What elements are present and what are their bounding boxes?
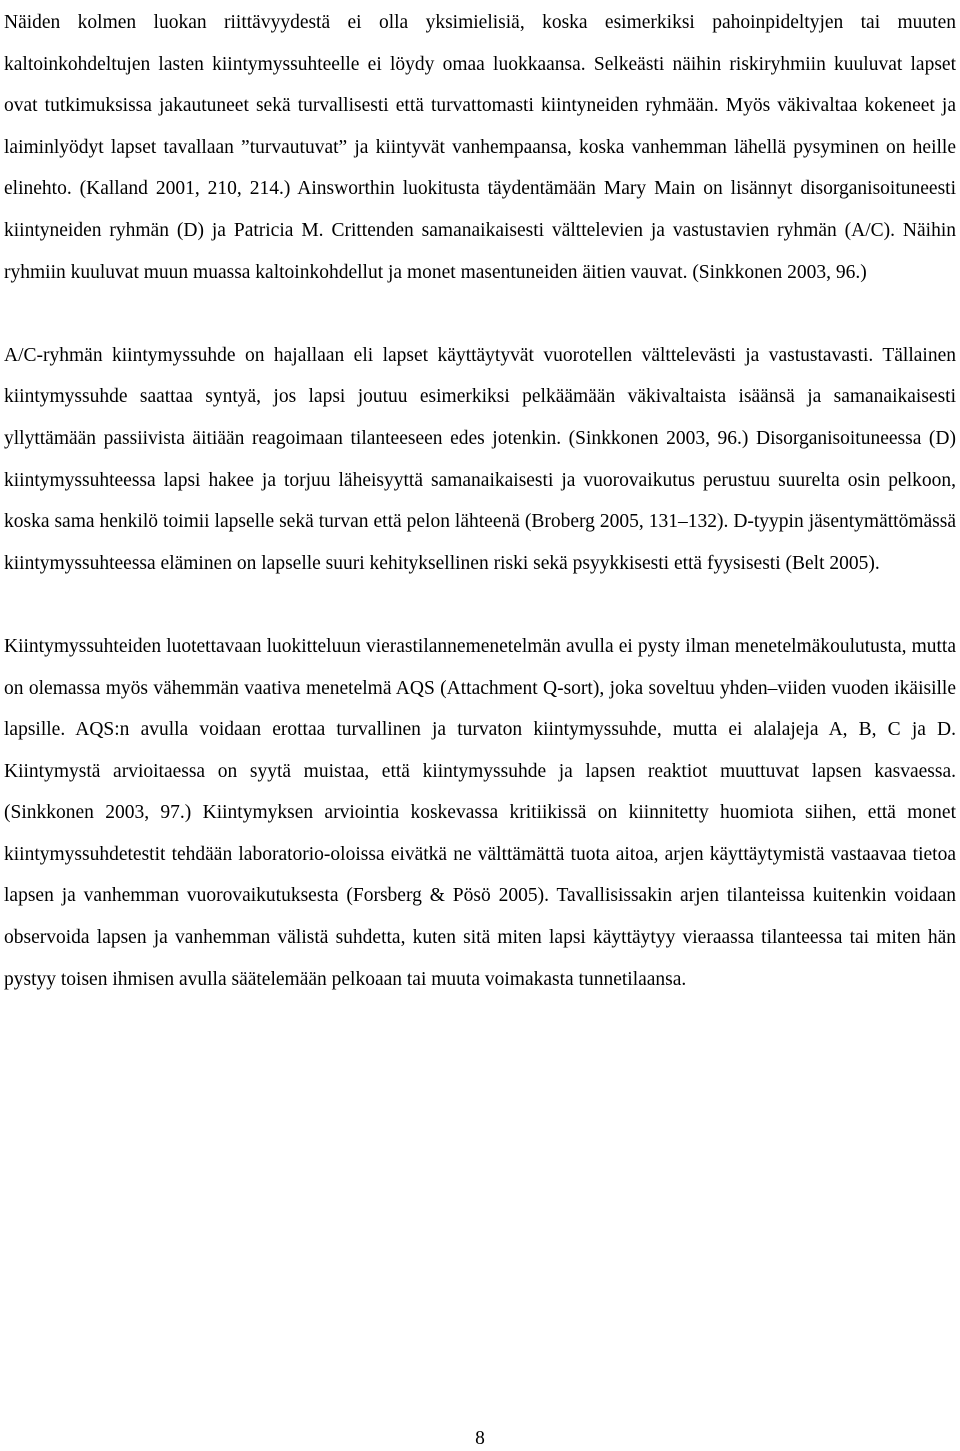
paragraph-classification-methods: Kiintymyssuhteiden luotettavaan luokitteluun vierastilannemenetelmän avulla ei pysty ilman menetelmäkoulutusta, mutta on olemassa myös vähemmän vaativa menetelmä AQS (Attachment Q-sort), joka soveltuu yhden–viiden vuoden ikäisille lapsille. AQS:n avulla voidaan erottaa turvallinen ja turvaton kiintymyssuhde, mutta ei alalajeja A, B, C ja D. Kiintymystä arvioitaessa on syytä muistaa, että kiintymyssuhde ja lapsen reaktiot muuttuvat lapsen kasvaessa. (Sinkkonen 2003, 97.) Kiintymyksen arviointia koskevassa kritiikissä on kiinnitetty huomiota siihen, että monet kiintymyssuhdetestit tehdään laboratorio-oloissa eivätkä ne välttämättä tuota aitoa, arjen käyttäytymistä vastaavaa tietoa lapsen ja vanhemman vuorovaikutuksesta (Forsberg & Pösö 2005). Tavallisissakin arjen tilanteissa kuitenkin voidaan observoida lapsen ja vanhemman välistä suhdetta, kuten sitä miten lapsi käyttäytyy vieraassa tilanteessa tai miten hän pystyy toisen ihmisen avulla säätelemään pelkoaan tai muuta voimakasta tunnetilaansa. <box>4 635 956 990</box>
page-number: 8 <box>475 1428 485 1449</box>
paragraph-ac-group: A/C-ryhmän kiintymyssuhde on hajallaan eli lapset käyttäytyvät vuorotellen välttelevästi ja vastustavasti. Tällainen kiintymyssuhde saattaa syntyä, jos lapsi joutuu esimerkiksi pelkäämään väkivaltaista isäänsä ja samanaikaisesti yllyttämään passiivista äitiään reagoimaan tilanteeseen edes jotenkin. (Sinkkonen 2003, 96.) Disorganisoituneessa (D) kiintymyssuhteessa lapsi hakee ja torjuu läheisyyttä samanaikaisesti ja vuorovaikutus perustuu suurelta osin pelkoon, koska sama henkilö toimii lapselle sekä turvan että pelon lähteenä (Broberg 2005, 131–132). D-tyypin jäsentymättömässä kiintymyssuhteessa eläminen on lapselle suuri kehityksellinen riski sekä psyykkisesti että fyysisesti (Belt 2005). <box>4 344 956 574</box>
paragraph-attachment-classes: Näiden kolmen luokan riittävyydestä ei olla yksimielisiä, koska esimerkiksi pahoinpideltyjen tai muuten kaltoinkohdeltujen lasten kiintymyssuhteelle ei löydy omaa luokkaansa. Selkeästi näihin riskiryhmiin kuuluvat lapset ovat tutkimuksissa jakautuneet sekä turvallisesti että turvattomasti kiintyneiden ryhmään. Myös väkivaltaa kokeneet ja laiminlyödyt lapset tavallaan ”turvautuvat” ja kiintyvät vanhempaansa, koska vanhemman lähellä pysyminen on heille elinehto. (Kalland 2001, 210, 214.) Ainsworthin luokitusta täydentämään Mary Main on lisännyt disorganisoituneesti kiintyneiden ryhmän (D) ja Patricia M. Crittenden samanaikaisesti välttelevien ja vastustavien ryhmän (A/C). Näihin ryhmiin kuuluvat muun muassa kaltoinkohdellut ja monet masentuneiden äitien vauvat. (Sinkkonen 2003, 96.) <box>4 12 956 283</box>
document-page <box>4 2 956 1042</box>
